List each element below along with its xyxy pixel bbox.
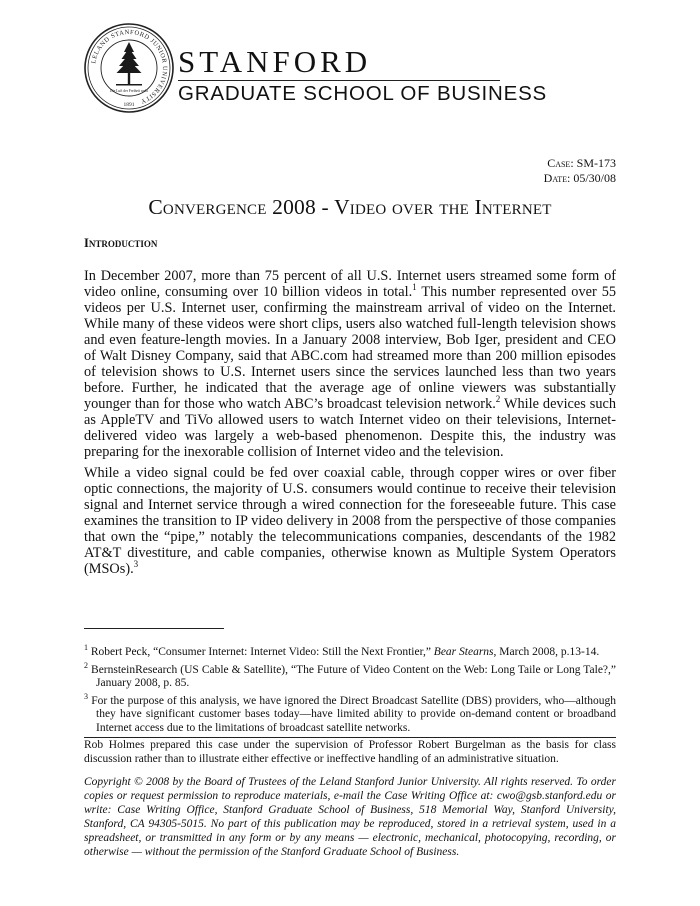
brand-divider xyxy=(178,80,500,81)
footnote-number: 1 xyxy=(84,643,88,653)
brand-school-name: GRADUATE SCHOOL OF BUSINESS xyxy=(178,82,548,105)
body-paragraph-1 xyxy=(84,268,616,460)
stanford-seal-logo xyxy=(83,18,175,118)
case-number-line xyxy=(544,156,616,171)
case-date-line xyxy=(544,171,616,186)
footnote-ref-3[interactable]: 3 xyxy=(133,559,139,570)
footnote-text: , March 2008, p.13-14. xyxy=(493,646,600,658)
footnote-text: Robert Peck, “Consumer Internet: Internet Video: Still the Next Frontier,” xyxy=(90,646,434,658)
footnote-number: 2 xyxy=(84,660,88,670)
preparation-note: Rob Holmes prepared this case under the supervision of Professor Robert Burgelman as the basis for class discussion rather than to illustrate either effective or ineffective handling of an administrative situation. xyxy=(84,739,616,765)
footnotes xyxy=(84,643,617,739)
case-date: 05/30/08 xyxy=(573,171,616,185)
footnote-text: For the purpose of this analysis, we have ignored the Direct Broadcast Satellite (DBS) providers, who—although they have significant customer bases today—have limited ability to provide on-demand content or broadband Internet access due to the limitations of broadcast satellite networks. xyxy=(91,694,617,734)
footnote-3 xyxy=(84,691,617,736)
seal-year: 1891 xyxy=(123,102,135,108)
paragraph-text: While a video signal could be fed over coaxial cable, through copper wires or over fiber optic connections, the majority of U.S. consumers would continue to receive their television signal and Internet service through a wired connection for the foreseeable future. This case examines the transition to IP video delivery in 2008 from the perspective of those companies that own the “pipe,” notably the telecommunications companies, descendants of the 1982 AT&T divestiture, and cable companies, otherwise known as Multiple System Operators (MSOs). xyxy=(84,465,616,577)
redwood-tree-icon xyxy=(116,42,142,86)
preparation-divider xyxy=(84,737,616,738)
body-paragraph-2 xyxy=(84,465,616,577)
seal-ring-text: LELAND STANFORD JUNIOR UNIVERSITY xyxy=(90,28,169,105)
footnote-1 xyxy=(84,643,616,660)
case-meta xyxy=(544,156,616,186)
footnote-divider xyxy=(84,628,224,629)
copyright-notice: Copyright © 2008 by the Board of Trustees of the Leland Stanford Junior University. All rights reserved. To order copies or request permission to reproduce materials, e-mail the Case Writing Office at: cwo@gsb.stanford.edu or write: Case Writing Office, Stanford Graduate School of Business, 518 Memorial Way, Stanford University, Stanford, CA 94305-5015. No part of this publication may be reproduced, stored in a retrieval system, used in a spreadsheet, or transmitted in any form or by any means — electronic, mechanical, photocopying, recording, or otherwise — without the permission of the Stanford Graduate School of Business. xyxy=(84,776,616,858)
paragraph-text: In December 2007, more than 75 percent of all U.S. Internet users streamed some form of video online, consuming over 10 billion videos in total. xyxy=(84,268,616,300)
case-number: SM-173 xyxy=(576,156,616,170)
footnote-ref-2[interactable]: 2 xyxy=(495,394,501,405)
footnote-ref-1[interactable]: 1 xyxy=(412,282,417,293)
document-title: Convergence 2008 - Video over the Internet xyxy=(148,195,552,219)
footnote-source: Bear Stearns xyxy=(433,646,494,658)
footnote-text: BernsteinResearch (US Cable & Satellite), “The Future of Video Content on the Web: Long Taile or Long Tale?,” January 2008, p. 85. xyxy=(91,663,617,689)
paragraph-text: While devices such as AppleTV and TiVo allowed users to watch Internet video on their televisions, Internet-delivered video was largely a web-based phenomenon. Despite this, the industry was preparing for the inexorable collision of Internet video and the television. xyxy=(84,396,616,460)
section-heading-introduction: Introduction xyxy=(84,236,158,250)
footnote-2 xyxy=(84,660,617,691)
footnote-number: 3 xyxy=(84,691,88,701)
case-label: Case: xyxy=(547,156,574,170)
seal-motto: Die Luft der Freiheit weht xyxy=(110,89,148,93)
paragraph-text: This number represented over 55 videos per U.S. Internet user, confirming the mainstream arrival of video on the Internet. While many of these videos were short clips, users also watched full-length television shows and even feature-length movies. In a January 2008 interview, Bob Iger, president and CEO of Walt Disney Company, said that ABC.com had streamed more than 200 million episodes of television shows to U.S. Internet users since the services launched less than two years before. Further, he indicated that the average age of online viewers was substantially younger than for those who watch ABC’s broadcast television network. xyxy=(84,284,616,412)
brand-name: STANFORD xyxy=(178,44,372,79)
date-label: Date: xyxy=(543,171,571,185)
